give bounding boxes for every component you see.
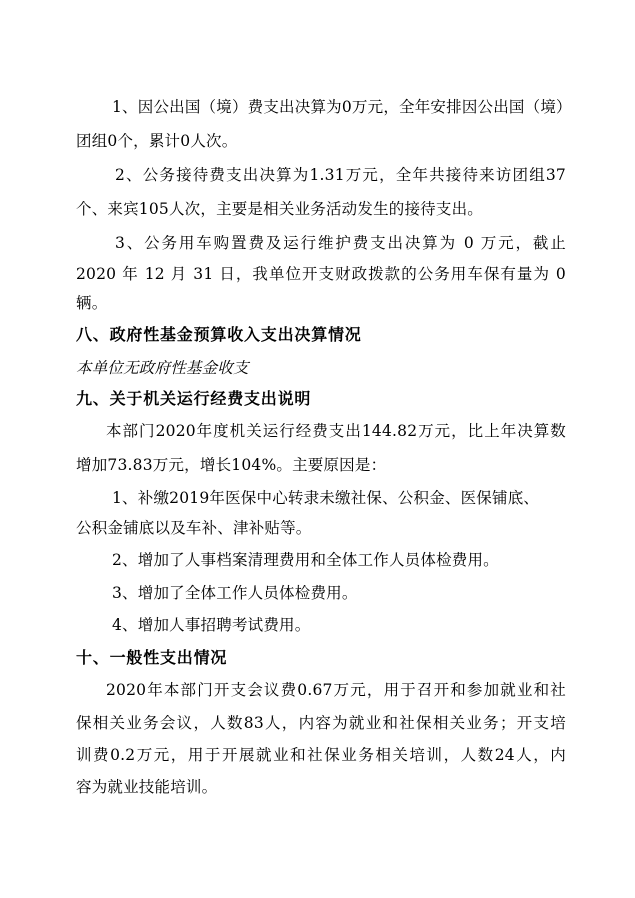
- paragraph-line: 3、公务用车购置费及运行维护费支出决算为 0 万元，截止: [115, 234, 566, 252]
- paragraph-line: 2020年本部门开支会议费0.67万元，用于召开和参加就业和社: [106, 681, 566, 699]
- paragraph-line: 容为就业技能培训。: [76, 778, 218, 796]
- paragraph-line: 本部门2020年度机关运行经费支出144.82万元，比上年决算数: [106, 422, 566, 440]
- section-heading: 八、政府性基金预算收入支出决算情况: [76, 325, 362, 344]
- paragraph-line: 3、增加了全体工作人员体检费用。: [112, 584, 358, 602]
- paragraph-line: 4、增加人事招聘考试费用。: [112, 616, 311, 634]
- paragraph-line: 增加73.83万元，增长104%。主要原因是：: [76, 456, 387, 474]
- paragraph-line: 2020 年 12 月 31 日，我单位开支财政拨款的公务用车保有量为 0: [76, 265, 566, 283]
- section-heading: 十、一般性支出情况: [76, 648, 228, 667]
- paragraph-line: 辆。: [76, 294, 108, 312]
- paragraph-line: 1、因公出国（境）费支出决算为0万元，全年安排因公出国（境）: [112, 98, 572, 116]
- paragraph-line: 2、公务接待费支出决算为1.31万元，全年共接待来访团组37: [115, 166, 566, 184]
- section-heading: 九、关于机关运行经费支出说明: [76, 389, 312, 408]
- paragraph-line: 团组0个，累计0人次。: [76, 132, 238, 150]
- paragraph-line: 2、增加了人事档案清理费用和全体工作人员体检费用。: [112, 551, 499, 569]
- paragraph-line: 保相关业务会议，人数83人，内容为就业和社保相关业务；开支培: [76, 714, 566, 732]
- paragraph-line: 本单位无政府性基金收支: [76, 359, 249, 377]
- paragraph-line: 个、来宾105人次，主要是相关业务活动发生的接待支出。: [76, 200, 483, 218]
- paragraph-line: 训费0.2万元，用于开展就业和社保业务相关培训，人数24人，内: [76, 746, 566, 764]
- paragraph-line: 公积金铺底以及车补、津补贴等。: [76, 519, 312, 537]
- paragraph-line: 1、补缴2019年医保中心转隶未缴社保、公积金、医保铺底、: [112, 489, 540, 507]
